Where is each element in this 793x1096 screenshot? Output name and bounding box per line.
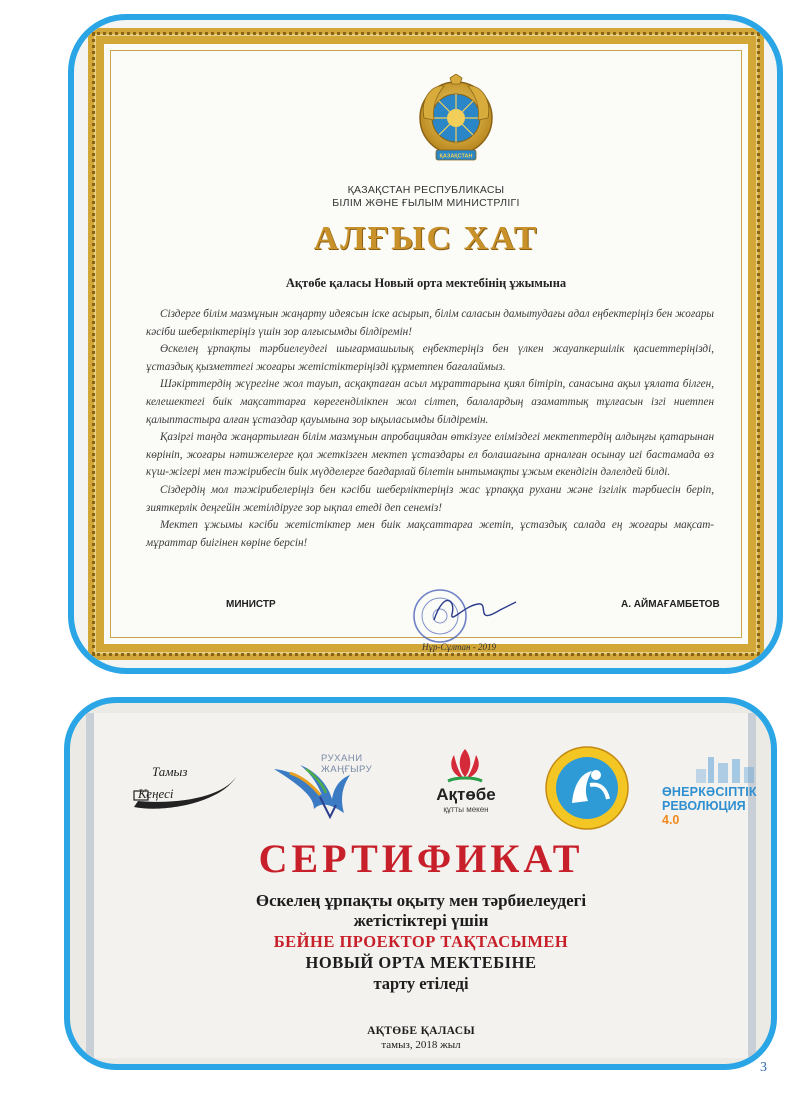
certificate-sheet	[86, 713, 756, 1058]
letter-paragraph: Өскелең ұрпақты тәрбиелеудегі шығармашылық еңбектеріңіз бен үлкен жауапкершілік қасиеттеріңізді, ұстаздық қызметтегі жоғары жетістіктеріңізді құрметпен бағалаймыз.	[146, 343, 714, 373]
revolution-version: 4.0	[662, 813, 680, 827]
gratitude-letter-photo	[68, 14, 783, 674]
state-emblem-icon	[414, 74, 498, 170]
revolution-word: РЕВОЛЮЦИЯ	[662, 799, 746, 813]
letter-addressee: Ақтөбе қаласы Новый орта мектебінің ұжымына	[285, 276, 567, 290]
signatory-name: А. АЙМАҒАМБЕТОВ	[621, 599, 720, 610]
certificate-date: тамыз, 2018 жыл	[381, 1039, 461, 1051]
letter-place-year: Нұр-Сұлтан - 2019	[422, 642, 496, 652]
letter-paragraph: Қазіргі таңда жаңартылған білім мазмұнын апробациядан өткізуге еліміздегі мектептердің алдыңғы қатарынан көрініп, жоғары нәтижелерге қол жеткізген мектеп ұстаздары ел болашағына арналған осынау игі бастамада өз күш-жігері мен тәжірибесін биік мүдделерге бағдарлай білетін ынтымақты ұжым екендігін дәлелдей білді.	[146, 431, 714, 479]
certificate-recipient: НОВЫЙ ОРТА МЕКТЕБІНЕ	[305, 953, 537, 972]
aktobe-logo-text: Ақтөбе	[436, 785, 496, 804]
aktobe-logo-subtext: құтты мекен	[443, 805, 489, 814]
emblem-text: ҚАЗАҚСТАН	[439, 153, 473, 160]
letter-paragraph: Сіздердің мол тәжірибелеріңіз бен кәсіби шеберліктеріңіз жас ұрпаққа рухани және ізгілік тәрбиесін беріп, зияткерлік деңгейін жетілдіруге зор ықпал етеді деп сенеміз!	[146, 483, 714, 514]
letter-paragraph: Сіздерге білім мазмұнын жаңарту идеясын іске асырып, білім саласын дамытудағы адал еңбектеріңіз бен жоғары кәсіби шеберліктеріңіз үшін зор алғысымды білдіремін!	[146, 308, 714, 338]
round-badge-logo-icon	[544, 745, 630, 831]
certificate-line-2: жетістіктері үшін	[353, 911, 489, 930]
rukhani-line-1: РУХАНИ	[321, 753, 363, 764]
tamyz-logo-top-text: Тамыз	[152, 764, 188, 779]
letter-paragraph: Мектеп ұжымы кәсіби жетістіктер мен биік мақсаттарға жетіп, ұстаздық салада ең жоғары мақсат-мұраттар биігінен көріне берсін!	[146, 519, 714, 549]
gold-ornament-frame	[88, 28, 764, 660]
certificate-line-5: тарту етіледі	[373, 974, 469, 993]
page-number: 3	[760, 1060, 767, 1075]
revolution-line-1: ӨНЕРКӘСІПТІК	[662, 785, 757, 799]
letter-title: АЛҒЫС ХАТ	[313, 220, 539, 257]
letter-body	[146, 306, 714, 552]
rukhani-line-2: ЖАҢҒЫРУ	[321, 764, 373, 775]
certificate-title: СЕРТИФИКАТ	[258, 836, 584, 881]
tamyz-logo-bottom-text: Кеңесі	[138, 786, 174, 801]
certificate-award-item: БЕЙНЕ ПРОЕКТОР ТАҚТАСЫМЕН	[273, 932, 569, 951]
ministry-line-1: ҚАЗАҚСТАН РЕСПУБЛИКАСЫ	[347, 184, 505, 196]
certificate-photo	[64, 697, 777, 1070]
ministry-line-2: БІЛІМ ЖӘНЕ ҒЫЛЫМ МИНИСТРЛІГІ	[332, 197, 520, 209]
rukhani-logo-text	[321, 753, 372, 775]
certificate-city: АҚТӨБЕ ҚАЛАСЫ	[367, 1025, 475, 1037]
revolution-line-2	[662, 799, 748, 827]
signatory-title: МИНИСТР	[226, 599, 276, 610]
letter-paragraph: Шәкірттердің жүрегіне жол тауып, асқақтаған асыл мұраттарына қиял бітіріп, санасына ақыл ұялата білген, келешектегі биік мақсаттарға көрегенділікпен жол сілтеп, балалардың азаматтық тұлғасын ізгі ниетпен қалыптастыра алған ұстаздар қауымына зор ықыласымды білдіремін.	[146, 378, 714, 426]
certificate-line-1: Өскелең ұрпақты оқыту мен тәрбиелеудегі	[255, 891, 587, 910]
